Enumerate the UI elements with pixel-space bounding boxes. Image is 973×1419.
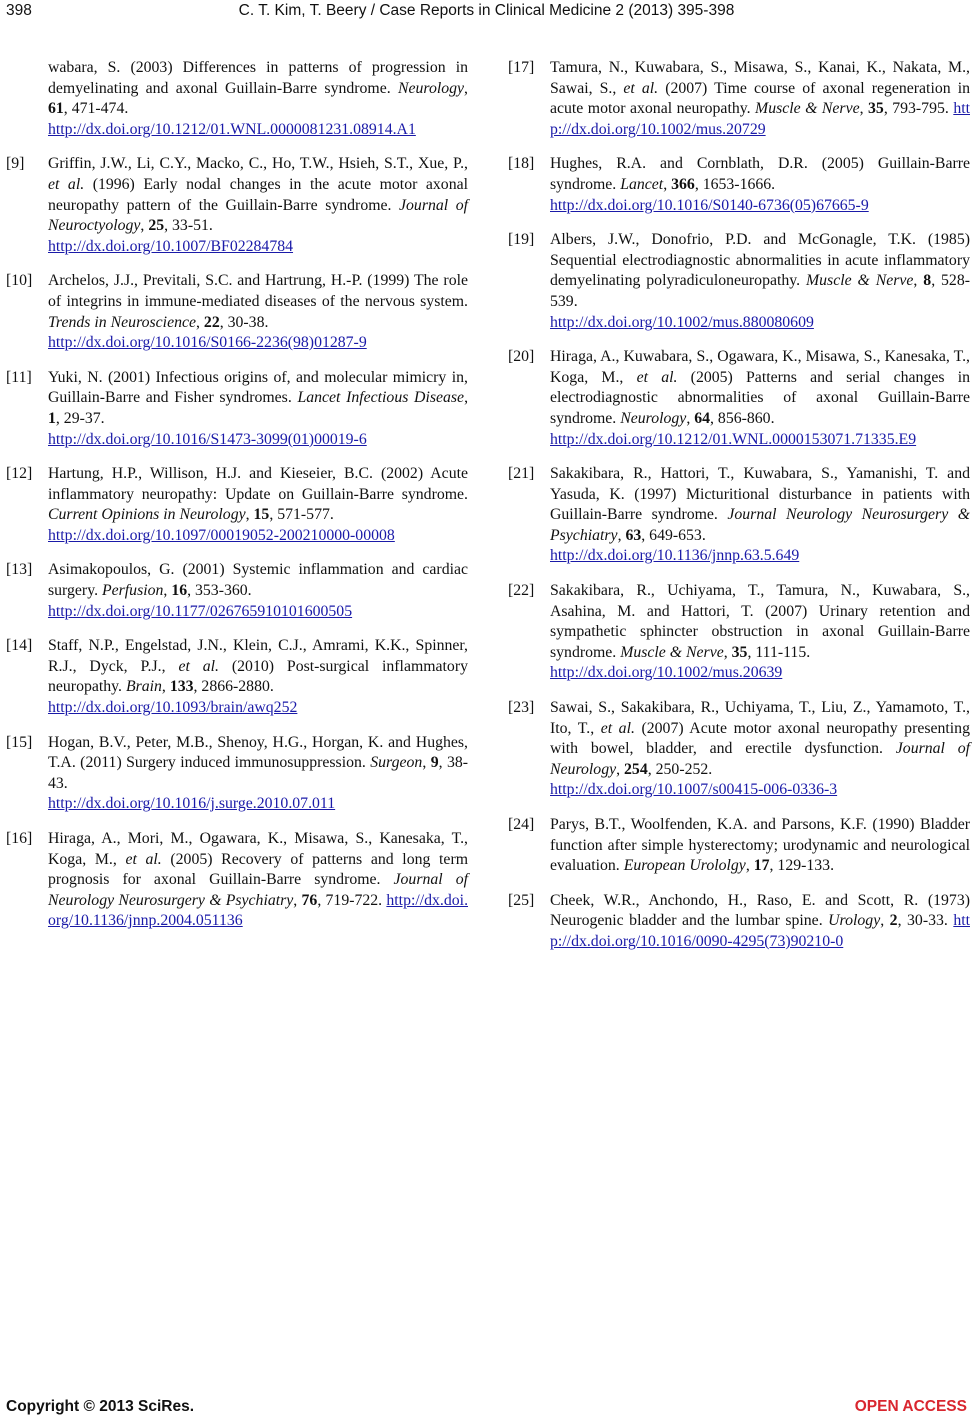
reference-separator: ,: [859, 100, 869, 118]
reference-journal: Brain: [125, 678, 162, 696]
reference-authors-title: Hartung, H.P., Willison, H.J. and Kieseier, B.C. (2002) Acute inflammatory neuropathy: Update on Guillain-Barre syndrome.: [48, 465, 468, 503]
reference-volume: 15: [253, 506, 270, 524]
reference-doi-link[interactable]: http://dx.doi.org/10.1177/026765910101600505: [48, 602, 353, 620]
reference-authors-title: Archelos, J.J., Previtali, S.C. and Hartrung, H.-P. (1999) The role of integrins in immune-mediated diseases of the nervous system.: [48, 272, 468, 310]
reference-authors-title: Tamura, N., Kuwabara, S., Misawa, S., Kanai, K., Nakata, M., Sawai, S.,: [550, 59, 970, 97]
reference-number: [25]: [508, 891, 535, 909]
reference-journal: Journal Neurology Neurosurgery & Psychiatry: [550, 506, 970, 544]
reference-authors-title: Sakakibara, R., Hattori, T., Kuwabara, S., Yamanishi, T. and Yasuda, K. (1997) Micturitional disturbance in patients with Guillain-Barre syndrome.: [550, 465, 970, 524]
reference-pages: , 793-795.: [883, 100, 954, 118]
reference-doi-link[interactable]: http://dx.doi.org/10.1002/mus.20729: [550, 100, 970, 138]
reference-et-al: et al.: [600, 719, 635, 737]
reference-number: [19]: [508, 231, 535, 249]
reference-entry: [6, 733, 468, 815]
reference-authors-title: Hogan, B.V., Peter, M.B., Shenoy, H.G., Horgan, K. and Hughes, T.A. (2011) Surgery induced immunosuppression.: [48, 733, 468, 772]
reference-doi-link[interactable]: http://dx.doi.org/10.1093/brain/awq252: [48, 699, 298, 717]
reference-et-al: et al.: [48, 175, 85, 193]
copyright-notice: Copyright © 2013 SciRes.: [6, 1398, 195, 1415]
reference-number: [18]: [508, 155, 535, 173]
reference-title: (2005) Recovery of patterns and long term prognosis for axonal Guillain-Barre syndrome.: [48, 850, 468, 889]
reference-authors-title: Hiraga, A., Kuwabara, S., Ogawara, K., Misawa, S., Kanesaka, T., Koga, M.,: [550, 348, 970, 386]
reference-pages: , 2866-2880.: [193, 678, 274, 696]
reference-et-al: et al.: [178, 657, 219, 675]
reference-entry: [6, 271, 468, 353]
reference-number: [10]: [6, 272, 33, 290]
reference-doi-link[interactable]: http://dx.doi.org/10.1016/S0166-2236(98)01287-9: [48, 334, 367, 352]
reference-doi-link[interactable]: http://dx.doi.org/10.1002/mus.880080609: [550, 313, 814, 331]
reference-et-al: et al.: [623, 79, 659, 97]
reference-doi-link[interactable]: http://dx.doi.org/10.1136/jnnp.63.5.649: [550, 547, 800, 565]
reference-journal: Journal of Neurology Neurosurgery & Psychiatry: [48, 871, 468, 909]
reference-authors-title: Sawai, S., Sakakibara, R., Uchiyama, T., Liu, Z., Yamamoto, T., Ito, T.,: [550, 699, 970, 737]
reference-authors-title: Albers, J.W., Donofrio, P.D. and McGonagle, T.K. (1985) Sequential electrodiagnostic abnormalities in acute inflammatory demyelinating polyradiculoneuropathy.: [550, 231, 970, 290]
reference-separator: ,: [293, 891, 302, 909]
reference-pages: , 571-577.: [269, 506, 334, 524]
reference-number: [9]: [6, 155, 25, 173]
reference-journal: Journal of Neuroctyology: [48, 196, 468, 235]
reference-volume: 35: [731, 643, 748, 661]
reference-entry: [508, 230, 970, 333]
reference-volume: 16: [171, 582, 188, 600]
reference-number: [22]: [508, 582, 535, 600]
reference-entry: [6, 58, 468, 140]
references-right-column: [508, 58, 970, 967]
reference-title: (2005) Patterns and serial changes in electrodiagnostic abnormalities of axonal Guillain-Barre syndrome.: [550, 368, 971, 427]
reference-pages: , 1653-1666.: [694, 175, 776, 193]
reference-pages: , 856-860.: [710, 409, 775, 427]
reference-title: (2010) Post-surgical inflammatory neuropathy.: [48, 657, 468, 696]
reference-entry: [508, 581, 970, 684]
reference-separator: ,: [913, 272, 924, 290]
reference-journal: Lancet: [620, 175, 664, 193]
reference-number: [21]: [508, 465, 535, 483]
reference-volume: 1: [48, 409, 56, 427]
open-access-label: OPEN ACCESS: [854, 1398, 967, 1415]
reference-journal: Muscle & Nerve: [755, 100, 860, 118]
reference-journal: European Urololgy: [623, 857, 746, 875]
reference-doi-link[interactable]: http://dx.doi.org/10.1007/BF02284784: [48, 237, 294, 255]
reference-pages: , 649-653.: [641, 526, 706, 544]
reference-number: [20]: [508, 348, 535, 366]
reference-entry: [6, 464, 468, 546]
reference-doi-link[interactable]: http://dx.doi.org/10.1136/jnnp.2004.051136: [48, 891, 469, 930]
reference-entry: [6, 154, 468, 257]
reference-pages: , 129-133.: [769, 857, 835, 875]
reference-journal: Urology: [828, 912, 881, 930]
reference-entry: [508, 347, 970, 450]
reference-journal: Current Opinions in Neurology: [48, 506, 246, 524]
reference-entry: [508, 815, 970, 877]
reference-entry: [508, 58, 970, 140]
reference-volume: 17: [753, 857, 770, 875]
reference-authors-title: Hiraga, A., Mori, M., Ogawara, K., Misawa, S., Kanesaka, T., Koga, M.,: [48, 830, 468, 868]
page-number: 398: [6, 2, 32, 19]
reference-journal: Neurology: [397, 79, 465, 97]
reference-number: [17]: [508, 59, 535, 76]
reference-entry: [6, 368, 468, 450]
reference-entry: [6, 636, 468, 718]
reference-volume: 76: [301, 891, 318, 909]
reference-doi-link[interactable]: http://dx.doi.org/10.1016/j.surge.2010.07.011: [48, 795, 336, 813]
reference-number: [14]: [6, 637, 33, 655]
reference-number: [16]: [6, 830, 33, 847]
reference-doi-link[interactable]: http://dx.doi.org/10.1212/01.WNL.0000081231.08914.A1: [48, 120, 416, 138]
reference-volume: 254: [624, 760, 648, 778]
reference-title: (1996) Early nodal changes in the acute motor axonal neuropathy pattern of the Guillain-Barre syndrome.: [48, 175, 468, 214]
reference-separator: ,: [464, 79, 468, 97]
reference-et-al: et al.: [125, 850, 162, 868]
references-left-column: [6, 58, 468, 946]
reference-number: [23]: [508, 699, 535, 717]
reference-doi-link[interactable]: http://dx.doi.org/10.1016/S0140-6736(05)67665-9: [550, 196, 869, 214]
reference-separator: ,: [723, 643, 732, 661]
reference-doi-link[interactable]: http://dx.doi.org/10.1097/00019052-200210000-00008: [48, 526, 395, 544]
reference-journal: Muscle & Nerve: [620, 643, 724, 661]
reference-volume: 61: [48, 100, 64, 118]
reference-journal: Surgeon: [370, 754, 423, 772]
reference-separator: ,: [245, 506, 254, 524]
reference-authors-title: Griffin, J.W., Li, C.Y., Macko, C., Ho, T.W., Hsieh, S.T., Xue, P.,: [48, 155, 468, 173]
reference-separator: ,: [196, 313, 204, 331]
reference-number: [13]: [6, 561, 33, 579]
reference-volume: 35: [868, 100, 884, 118]
reference-journal: Lancet Infectious Disease: [297, 389, 465, 407]
reference-volume: 8: [923, 272, 932, 290]
reference-pages: , 30-38.: [219, 313, 269, 331]
reference-volume: 22: [203, 313, 220, 331]
reference-journal: Journal of Neurology: [550, 740, 970, 778]
reference-separator: ,: [464, 389, 469, 407]
reference-separator: ,: [880, 912, 890, 930]
reference-entry: [508, 698, 970, 801]
reference-separator: ,: [617, 526, 626, 544]
reference-pages: , 528-539.: [550, 272, 970, 310]
reference-separator: ,: [663, 175, 672, 193]
reference-entry: [6, 829, 468, 932]
reference-separator: ,: [686, 409, 695, 427]
reference-volume: 366: [671, 175, 695, 193]
reference-pages: , 719-722.: [317, 891, 387, 909]
reference-doi-link[interactable]: http://dx.doi.org/10.1007/s00415-006-0336-3: [550, 781, 838, 799]
reference-journal: Perfusion: [101, 582, 164, 600]
reference-pages: , 38-43.: [48, 754, 468, 792]
reference-title: (2007) Time course of axonal regeneration in acute motor axonal neuropathy.: [550, 79, 970, 118]
reference-volume: 64: [694, 409, 711, 427]
reference-number: [24]: [508, 816, 535, 833]
reference-separator: ,: [161, 678, 170, 696]
reference-pages: , 29-37.: [55, 409, 105, 427]
reference-pages: , 33-51.: [164, 217, 213, 235]
reference-number: [11]: [6, 368, 32, 386]
reference-journal: Neurology: [620, 409, 687, 427]
reference-authors-title: Hughes, R.A. and Cornblath, D.R. (2005) Guillain-Barre syndrome.: [550, 155, 970, 193]
reference-authors-title: Yuki, N. (2001) Infectious origins of, and molecular mimicry in, Guillain-Barre and Fisher syndromes.: [48, 368, 468, 407]
reference-doi-link[interactable]: http://dx.doi.org/10.1016/S1473-3099(01)00019-6: [48, 430, 367, 448]
reference-pages: , 30-33.: [897, 912, 954, 930]
reference-doi-link[interactable]: http://dx.doi.org/10.1002/mus.20639: [550, 664, 783, 682]
running-header: C. T. Kim, T. Beery / Case Reports in Clinical Medicine 2 (2013) 395-398: [238, 2, 735, 19]
reference-entry: [6, 560, 468, 622]
reference-pages: , 471-474.: [63, 100, 129, 118]
reference-separator: ,: [163, 582, 172, 600]
reference-number: [12]: [6, 465, 33, 483]
reference-journal: Trends in Neuroscience: [48, 313, 197, 331]
reference-title: (2007) Acute motor axonal neuropathy presenting with bowel, bladder, and erectile dysfunction.: [550, 719, 970, 758]
reference-authors-title: Parys, B.T., Woolfenden, K.A. and Parsons, K.F. (1990) Bladder function after simple hysterectomy; urodynamic and neurological evaluation.: [550, 816, 970, 875]
reference-journal: Muscle & Nerve: [806, 272, 914, 290]
reference-pages: , 353-360.: [187, 582, 252, 600]
reference-number: [15]: [6, 733, 33, 751]
reference-pages: , 111-115.: [747, 643, 811, 661]
reference-volume: 25: [148, 217, 165, 235]
reference-volume: 133: [169, 678, 194, 696]
reference-doi-link[interactable]: http://dx.doi.org/10.1212/01.WNL.0000153071.71335.E9: [550, 430, 917, 448]
reference-authors-title: wabara, S. (2003) Differences in patterns of progression in demyelinating and axonal Guillain-Barre syndrome.: [48, 59, 468, 97]
reference-volume: 9: [430, 754, 439, 772]
reference-entry: [508, 891, 970, 953]
reference-authors-title: Asimakopoulos, G. (2001) Systemic inflammation and cardiac surgery.: [48, 561, 468, 600]
reference-authors-title: Sakakibara, R., Uchiyama, T., Tamura, N., Kuwabara, S., Asahina, M. and Hattori, T. (2007) Urinary retention and sympathetic sphincter obstruction in axonal Guillain-Barre syndrome.: [550, 582, 970, 661]
reference-entry: [508, 154, 970, 216]
reference-separator: ,: [745, 857, 754, 875]
reference-authors-title: Staff, N.P., Engelstad, J.N., Klein, C.J., Amrami, K.K., Spinner, R.J., Dyck, P.J.,: [48, 637, 468, 675]
reference-pages: , 250-252.: [647, 760, 713, 778]
reference-volume: 63: [625, 526, 642, 544]
reference-entry: [508, 464, 970, 567]
reference-volume: 2: [889, 912, 898, 930]
reference-doi-link[interactable]: http://dx.doi.org/10.1016/0090-4295(73)90210-0: [550, 912, 970, 950]
reference-separator: ,: [422, 754, 431, 772]
reference-authors-title: Cheek, W.R., Anchondo, H., Raso, E. and Scott, R. (1973) Neurogenic bladder and the lumbar spine.: [550, 891, 970, 930]
reference-et-al: et al.: [636, 368, 678, 386]
reference-separator: ,: [616, 760, 625, 778]
reference-separator: ,: [140, 217, 149, 235]
